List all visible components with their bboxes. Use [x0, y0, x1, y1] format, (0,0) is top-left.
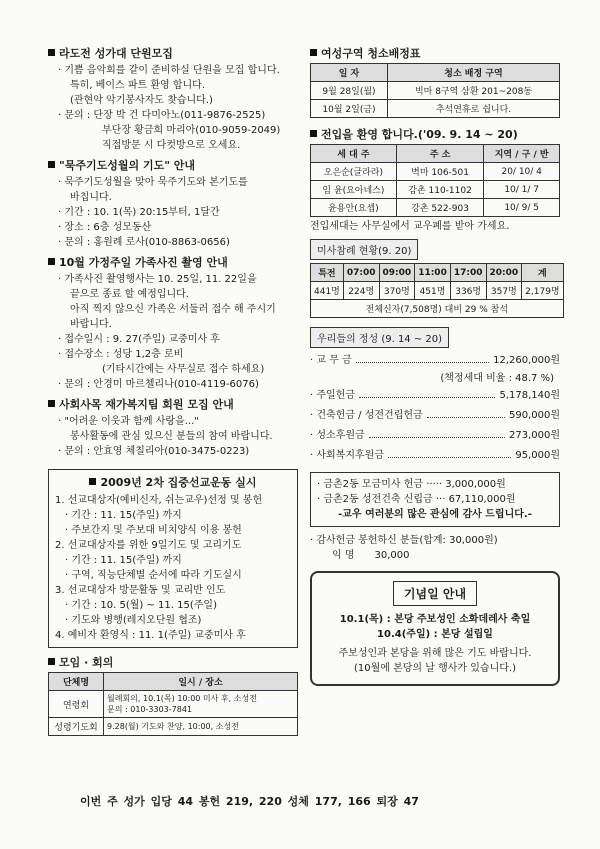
text-line: 주보성인과 본당을 위해 많은 기도 바랍니다. [338, 648, 532, 659]
offering-row: · 건축헌금 / 성전건립헌금 590,000원 [310, 410, 560, 421]
table-header: 20:00 [486, 264, 522, 282]
table-cell: 336명 [450, 282, 486, 300]
mission-campaign-box [48, 469, 298, 648]
section-offerings [310, 324, 560, 527]
text-line: · 금촌2동 성전건축 신립금 ··· 67,110,000원 [317, 494, 516, 505]
table-cell: 10월 2일(금) [311, 100, 388, 118]
table-cell: 441명 [311, 282, 344, 300]
text-line: 특히, 베이스 파트 환영 합니다. [70, 80, 205, 91]
square-bullet-icon [48, 400, 55, 407]
text-line: · 주보간지 및 주보대 비치양식 이용 봉헌 [65, 525, 242, 536]
table-cell: 임 윤(요아네스) [311, 181, 397, 199]
section-title: 여성구역 청소배정표 [310, 45, 560, 61]
section-title-box: 미사참례 현황(9. 20) [310, 239, 418, 260]
text-line: (10월에 본당의 날 행사가 있습니다.) [353, 663, 516, 674]
section-title: 사회사목 재가복지팀 회원 모집 안내 [48, 396, 298, 412]
text-line: 1. 선교대상자(예비신자, 쉬는교우)선정 및 봉헌 [55, 495, 263, 506]
table-cell: 오은순(글라라) [311, 163, 397, 181]
right-column [310, 42, 560, 686]
table-row [311, 100, 560, 118]
section-rosary [48, 157, 298, 250]
section-choir [48, 45, 298, 153]
table-header: 일 자 [311, 64, 388, 82]
text-line: · 문의 : 안효영 체칠리아(010-3475-0223) [58, 446, 250, 457]
text-line: 끝으로 종료 할 예정입니다. [70, 289, 189, 300]
section-newcomers [310, 126, 560, 234]
table-cell: 451명 [415, 282, 451, 300]
section-meetings [48, 654, 298, 736]
box-title: 2009년 2차 집중선교운동 실시 [55, 474, 291, 490]
table-row [311, 199, 560, 217]
cleaning-table [310, 63, 560, 118]
offering-row: · 사회복지후원금 95,000원 [310, 450, 560, 461]
table-cell: 감촌 110-1102 [396, 181, 484, 199]
table-header: 09:00 [379, 264, 415, 282]
text-line: -교우 여러분의 많은 관심에 감사 드립니다.- [338, 509, 532, 520]
attendance-table [310, 263, 564, 318]
section-title: "묵주기도성월의 기도" 안내 [48, 157, 298, 173]
section-title: 모임 · 회의 [48, 654, 298, 670]
text-line: · 기간 : 10. 1(목) 20:15부터, 1달간 [58, 207, 220, 218]
note-text: 전입세대는 사무실에서 교우폐를 받아 가세요. [310, 221, 510, 232]
section-title: 전입을 환영 합니다.('09. 9. 14 ~ 20) [310, 126, 560, 142]
table-header: 단체명 [49, 673, 104, 691]
text-line: 직접방문 시 다컷방으로 오세요. [102, 140, 241, 151]
text-line: 바랍니다. [70, 319, 112, 330]
table-cell: 빅마 8구역 삼환 201~208동 [388, 82, 560, 100]
table-cell: 강촌 522-903 [396, 199, 484, 217]
table-header: 특전 [311, 264, 344, 282]
text-line: · 가족사진 촬영행사는 10. 25일, 11. 22일을 [58, 274, 257, 285]
table-header: 계 [522, 264, 563, 282]
text-line: · 기도와 병행(레지오단원 협조) [65, 615, 202, 626]
table-header: 지역 / 구 / 반 [484, 145, 560, 163]
section-mass-attendance [310, 236, 560, 318]
newcomers-table [310, 144, 560, 217]
square-bullet-icon [48, 658, 55, 665]
thanksgiving-row: 익 명 30,000 [332, 550, 410, 561]
table-cell: 10/ 1/ 7 [484, 181, 560, 199]
special-offering-box [310, 472, 560, 527]
table-cell: 추석연휴로 쉽니다. [388, 100, 560, 118]
table-cell: 9.28(월) 기도와 찬양, 10:00, 소성전 [104, 718, 298, 736]
text-line: 4. 예비자 환영식 : 11. 1(주일) 교중미사 후 [55, 630, 246, 641]
text-line: · 기간 : 10. 5(월) ~ 11. 15(주일) [65, 600, 217, 611]
table-cell: 9월 28일(월) [311, 82, 388, 100]
table-cell: 전체신자(7,508명) 대비 29 % 참석 [311, 300, 564, 318]
table-row [311, 82, 560, 100]
table-row [311, 181, 560, 199]
table-header: 07:00 [343, 264, 379, 282]
table-header: 청소 배정 구역 [388, 64, 560, 82]
text-line: · "어려운 이웃과 함께 사랑을..." [58, 416, 199, 427]
table-header: 주 소 [396, 145, 484, 163]
offering-row: · 주일헌금 5,178,140원 [310, 390, 560, 401]
square-bullet-icon [48, 161, 55, 168]
text-line: · 문의 : 단장 박 건 다미아노(011-9876-2525) [58, 110, 266, 121]
square-bullet-icon [48, 49, 55, 56]
text-line: (기타시간에는 사무실로 접수 하세요) [102, 364, 265, 375]
table-header: 일시 / 장소 [104, 673, 298, 691]
text-line: · 기쁨 음악회를 같이 준비하실 단원을 모집 합니다. [58, 65, 280, 76]
table-row [49, 691, 298, 718]
memorial-title: 기념일 안내 [393, 581, 477, 606]
table-cell: 성령기도회 [49, 718, 104, 736]
offering-row: · 성소후원금 273,000원 [310, 430, 560, 441]
table-cell: 224명 [343, 282, 379, 300]
text-line: · 묵주기도성월을 맞아 묵주기도와 본기도를 [58, 177, 248, 188]
table-cell: 10/ 9/ 5 [484, 199, 560, 217]
table-header: 17:00 [450, 264, 486, 282]
table-cell: 연령회 [49, 691, 104, 718]
memorial-days-box [310, 571, 560, 686]
text-line: · 접수일시 : 9. 27(주일) 교중미사 후 [58, 334, 220, 345]
cell-line: 문의 : 010-3303-7841 [107, 705, 192, 714]
section-cleaning [310, 45, 560, 118]
text-line: 부단장 황금희 마리아(010-9059-2049) [102, 125, 281, 136]
text-line: 3. 선교대상자 방문활동 및 교리반 인도 [55, 585, 226, 596]
ratio-line: (책정세대 비율 : 48.7 %) [440, 373, 554, 384]
table-row [49, 718, 298, 736]
square-bullet-icon [89, 478, 96, 485]
text-line: 아직 찍지 않으신 가족은 서둘러 접수 해 주시기 [70, 304, 276, 315]
square-bullet-icon [310, 49, 317, 56]
table-cell: 20/ 10/ 4 [484, 163, 560, 181]
text-line: · 문의 : 안경미 마르첼리나(010-4119-6076) [58, 379, 259, 390]
table-row [311, 163, 560, 181]
square-bullet-icon [48, 258, 55, 265]
text-line: (관현악 악기봉사자도 찾습니다.) [70, 95, 213, 106]
section-title: 10월 가정주일 가족사진 촬영 안내 [48, 254, 298, 270]
text-line: · 기간 : 11. 15(주일) 까지 [65, 510, 182, 521]
table-cell: 윤용안(요셉) [311, 199, 397, 217]
section-family-photo [48, 254, 298, 392]
offering-row: · 교 무 금 12,260,000원 [310, 355, 560, 366]
table-row [311, 300, 564, 318]
text-line: · 구역, 직능단체별 순서에 따라 기도실시 [65, 570, 242, 581]
text-line: 2. 선교대상자를 위한 9일기도 및 고리기도 [55, 540, 242, 551]
table-cell: 2,179명 [522, 282, 563, 300]
section-thanksgiving [310, 533, 560, 563]
hymns-footer: 이번 주 성가 입당 44 봉헌 219, 220 성체 177, 166 퇴장 47 [80, 795, 419, 808]
table-header: 11:00 [415, 264, 451, 282]
text-line: 10.4(주일) : 본당 설립일 [377, 629, 493, 640]
table-cell [104, 691, 298, 718]
section-title-box: 우리들의 정성 (9. 14 ~ 20) [310, 327, 449, 348]
table-cell: 357명 [486, 282, 522, 300]
meetings-table [48, 672, 298, 736]
text-line: · 기간 : 11. 15(주일) 까지 [65, 555, 182, 566]
text-line: · 문의 : 홍원례 로사(010-8863-0656) [58, 237, 230, 248]
table-cell: 벽마 106-501 [396, 163, 484, 181]
text-line: · 장소 : 6층 성모동산 [58, 222, 152, 233]
table-row [311, 282, 564, 300]
table-header: 세 대 주 [311, 145, 397, 163]
text-line: · 접수장소 : 성당 1,2층 로비 [58, 349, 184, 360]
text-line: 봉사활동에 관심 있으신 분들의 참여 바랍니다. [70, 431, 273, 442]
square-bullet-icon [310, 130, 317, 137]
section-title: 라도전 성가대 단원모집 [48, 45, 298, 61]
text-line: 10.1(목) : 본당 주보성인 소화데레사 축일 [339, 614, 531, 625]
text-line: 바칩니다. [70, 192, 112, 203]
section-welfare [48, 396, 298, 459]
text-line: · 감사헌금 봉헌하신 분들(합계: 30,000원) [310, 535, 498, 546]
left-column [48, 42, 298, 736]
table-cell: 370명 [379, 282, 415, 300]
cell-line: 월례회의, 10.1(목) 10:00 미사 후, 소성전 [107, 694, 257, 703]
text-line: · 금촌2동 모금미사 헌금 ····· 3,000,000원 [317, 479, 506, 490]
